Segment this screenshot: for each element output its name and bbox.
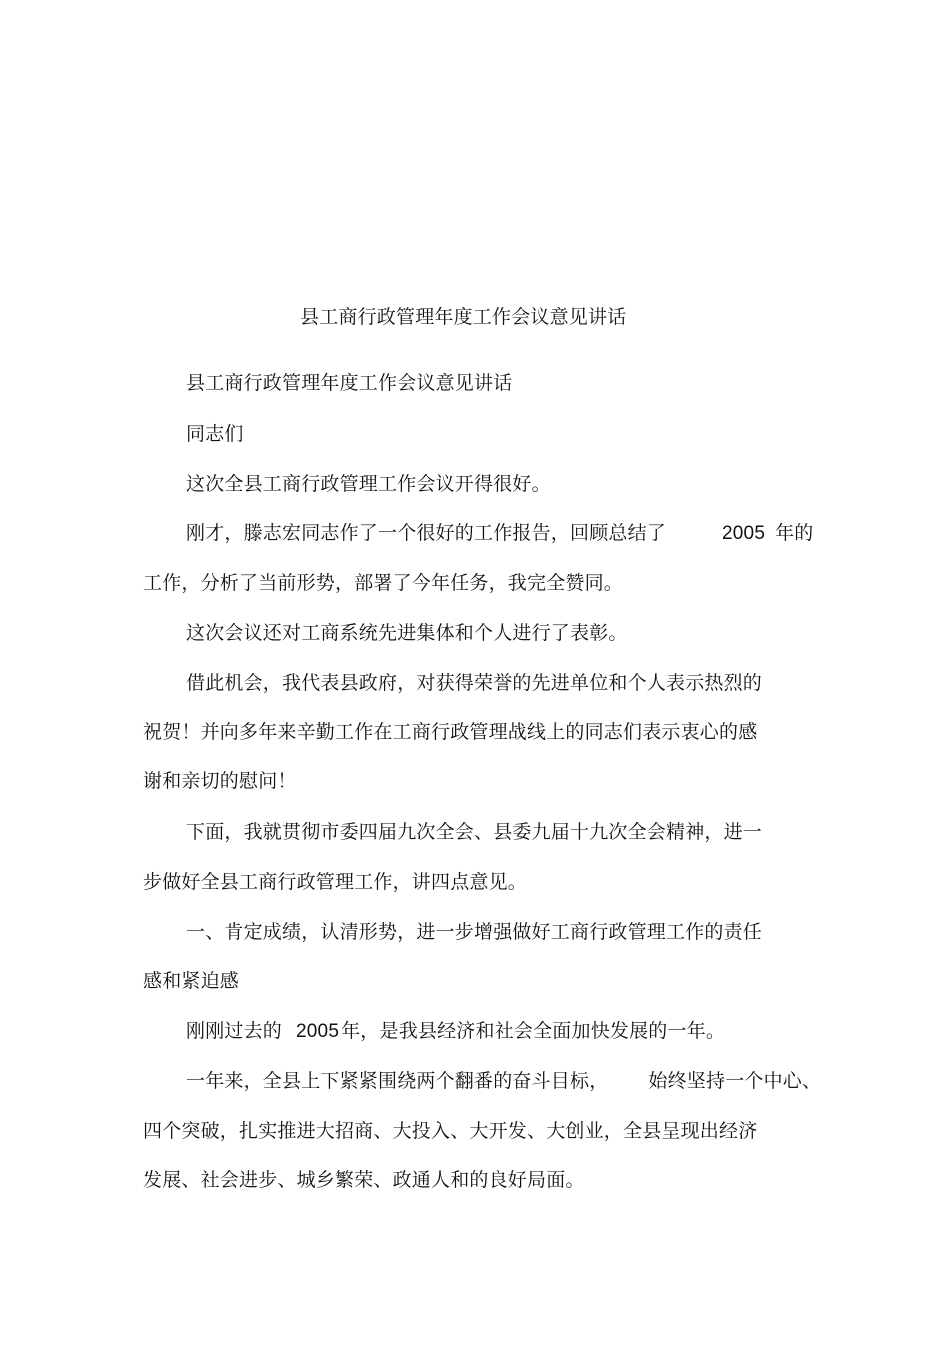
paragraph-line: 四个突破，扎实推进大招商、大投入、大开发、大创业，全县呈现出经济: [143, 1120, 758, 1142]
paragraph-line: 这次全县工商行政管理工作会议开得很好。: [186, 473, 551, 495]
paragraph-line: [186, 1019, 725, 1044]
text-segment: 刚刚过去的: [186, 1020, 283, 1042]
paragraph-line: [186, 1069, 821, 1093]
paragraph-line: 这次会议还对工商系统先进集体和个人进行了表彰。: [186, 622, 628, 644]
salutation-line: 同志们: [186, 423, 244, 445]
subtitle-line: 县工商行政管理年度工作会议意见讲话: [186, 372, 513, 394]
text-segment: 年的: [775, 522, 814, 544]
paragraph-line: 谢和亲切的慰问！: [143, 770, 297, 792]
text-segment: 刚才，滕志宏同志作了一个很好的工作报告，回顾总结了: [186, 522, 667, 544]
paragraph-line: [186, 521, 814, 546]
paragraph-line: 祝贺！并向多年来辛勤工作在工商行政管理战线上的同志们表示衷心的感: [143, 721, 758, 743]
document-title: 县工商行政管理年度工作会议意见讲话: [300, 306, 627, 328]
year-number: 2005: [296, 1021, 340, 1042]
text-segment: 年，是我县经济和社会全面加快发展的一年。: [341, 1020, 726, 1042]
paragraph-line: 工作，分析了当前形势，部署了今年任务，我完全赞同。: [143, 572, 624, 594]
text-segment: 一年来，全县上下紧紧围绕两个翻番的奋斗目标，: [186, 1070, 609, 1092]
paragraph-line: 步做好全县工商行政管理工作，讲四点意见。: [143, 871, 528, 893]
year-number: 2005: [722, 523, 766, 544]
text-segment: 始终坚持一个中心、: [648, 1070, 822, 1092]
paragraph-line: 借此机会，我代表县政府，对获得荣誉的先进单位和个人表示热烈的: [186, 672, 763, 694]
section-heading-line: 一、肯定成绩，认清形势，进一步增强做好工商行政管理工作的责任: [186, 921, 763, 943]
section-heading-line: 感和紧迫感: [143, 970, 240, 992]
paragraph-line: 下面，我就贯彻市委四届九次全会、县委九届十九次全会精神，进一: [186, 821, 763, 843]
paragraph-line: 发展、社会进步、城乡繁荣、政通人和的良好局面。: [143, 1169, 585, 1191]
